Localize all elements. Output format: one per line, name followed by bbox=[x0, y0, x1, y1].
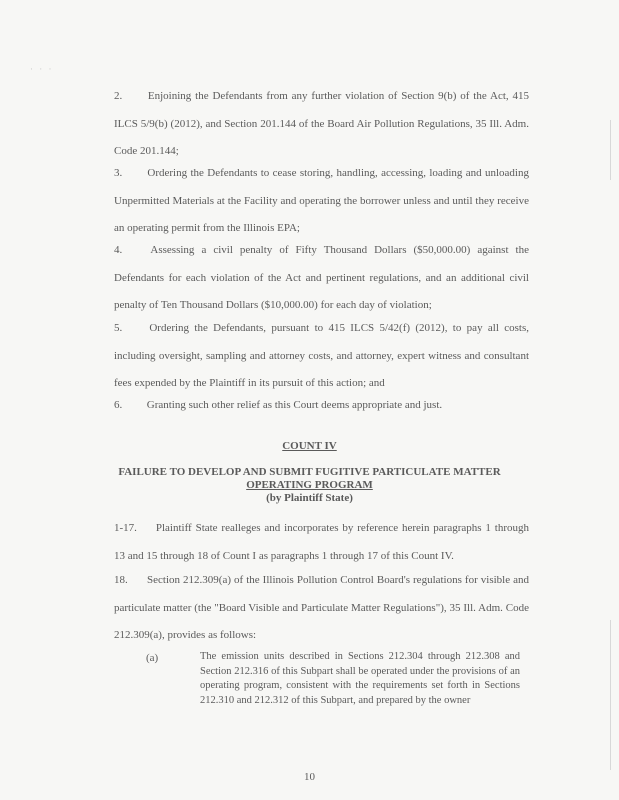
paragraph-text: Section 212.309(a) of the Illinois Pollution Control Board's regulations for visible and particulate matter (the "Board Visible and Particulate Matter Regulations"), 35 Ill. Adm. Code 212.309(a), provides as follows: bbox=[114, 574, 530, 641]
paragraph-2 bbox=[114, 83, 529, 166]
paragraph-18 bbox=[114, 567, 529, 650]
paragraph-number: 2. bbox=[114, 90, 123, 102]
corner-mark: · · · bbox=[30, 64, 54, 74]
count-heading: COUNT IV bbox=[282, 440, 337, 452]
scan-edge-line bbox=[610, 120, 611, 180]
quote-letter: (a) bbox=[146, 652, 159, 664]
paragraph-number: 5. bbox=[114, 322, 123, 334]
paragraph-text: Plaintiff State realleges and incorporates by reference herein paragraphs 1 through 13 and 15 through 18 of Count I as paragraphs 1 through 17 of this Count IV. bbox=[114, 522, 529, 562]
paragraph-1-17 bbox=[114, 515, 529, 570]
paragraph-number: 18. bbox=[114, 574, 128, 586]
paragraph-text: Ordering the Defendants, pursuant to 415 ILCS 5/42(f) (2012), to pay all costs, including oversight, sampling and attorney costs, and attorney, expert witness and consultant fees expended by the Plaintiff in its pursuit of this action; and bbox=[114, 322, 529, 389]
paragraph-text: Assessing a civil penalty of Fifty Thousand Dollars ($50,000.00) against the Defendants for each violation of the Act and pertinent regulations, and an additional civil penalty of Ten Thousand Dollars ($10,000.00) for each day of violation; bbox=[114, 244, 529, 311]
quoted-regulation: The emission units described in Sections 212.304 through 212.308 and Section 212.316 of this Subpart shall be operated under the provisions of an operating program, consistent with the requirements set forth in Sections 212.310 and 212.312 of this Subpart, and prepared by the owner bbox=[200, 651, 520, 706]
paragraph-4 bbox=[114, 237, 529, 320]
paragraph-text: Granting such other relief as this Court deems appropriate and just. bbox=[146, 399, 443, 411]
paragraph-number: 4. bbox=[114, 244, 123, 256]
paragraph-number: 1-17. bbox=[114, 522, 137, 534]
paragraph-text: Ordering the Defendants to cease storing, handling, accessing, loading and unloading Unpermitted Materials at the Facility and operating the borrower unless and until they receive an operating permit from the Illinois EPA; bbox=[114, 167, 529, 234]
page-number: 10 bbox=[304, 771, 315, 783]
scan-edge-line bbox=[610, 620, 611, 770]
paragraph-6 bbox=[114, 392, 529, 420]
paragraph-text: Enjoining the Defendants from any further violation of Section 9(b) of the Act, 415 ILCS 5/9(b) (2012), and Section 201.144 of the Board Air Pollution Regulations, 35 Ill. Adm. Code 201.144; bbox=[114, 90, 530, 157]
paragraph-number: 3. bbox=[114, 167, 123, 179]
paragraph-5 bbox=[114, 315, 529, 398]
section-title-line1: FAILURE TO DEVELOP AND SUBMIT FUGITIVE PARTICULATE MATTER bbox=[118, 466, 501, 478]
paragraph-number: 6. bbox=[114, 399, 123, 411]
section-title-line2: OPERATING PROGRAM bbox=[246, 479, 373, 491]
paragraph-3 bbox=[114, 160, 529, 243]
section-title-line3: (by Plaintiff State) bbox=[266, 492, 353, 504]
